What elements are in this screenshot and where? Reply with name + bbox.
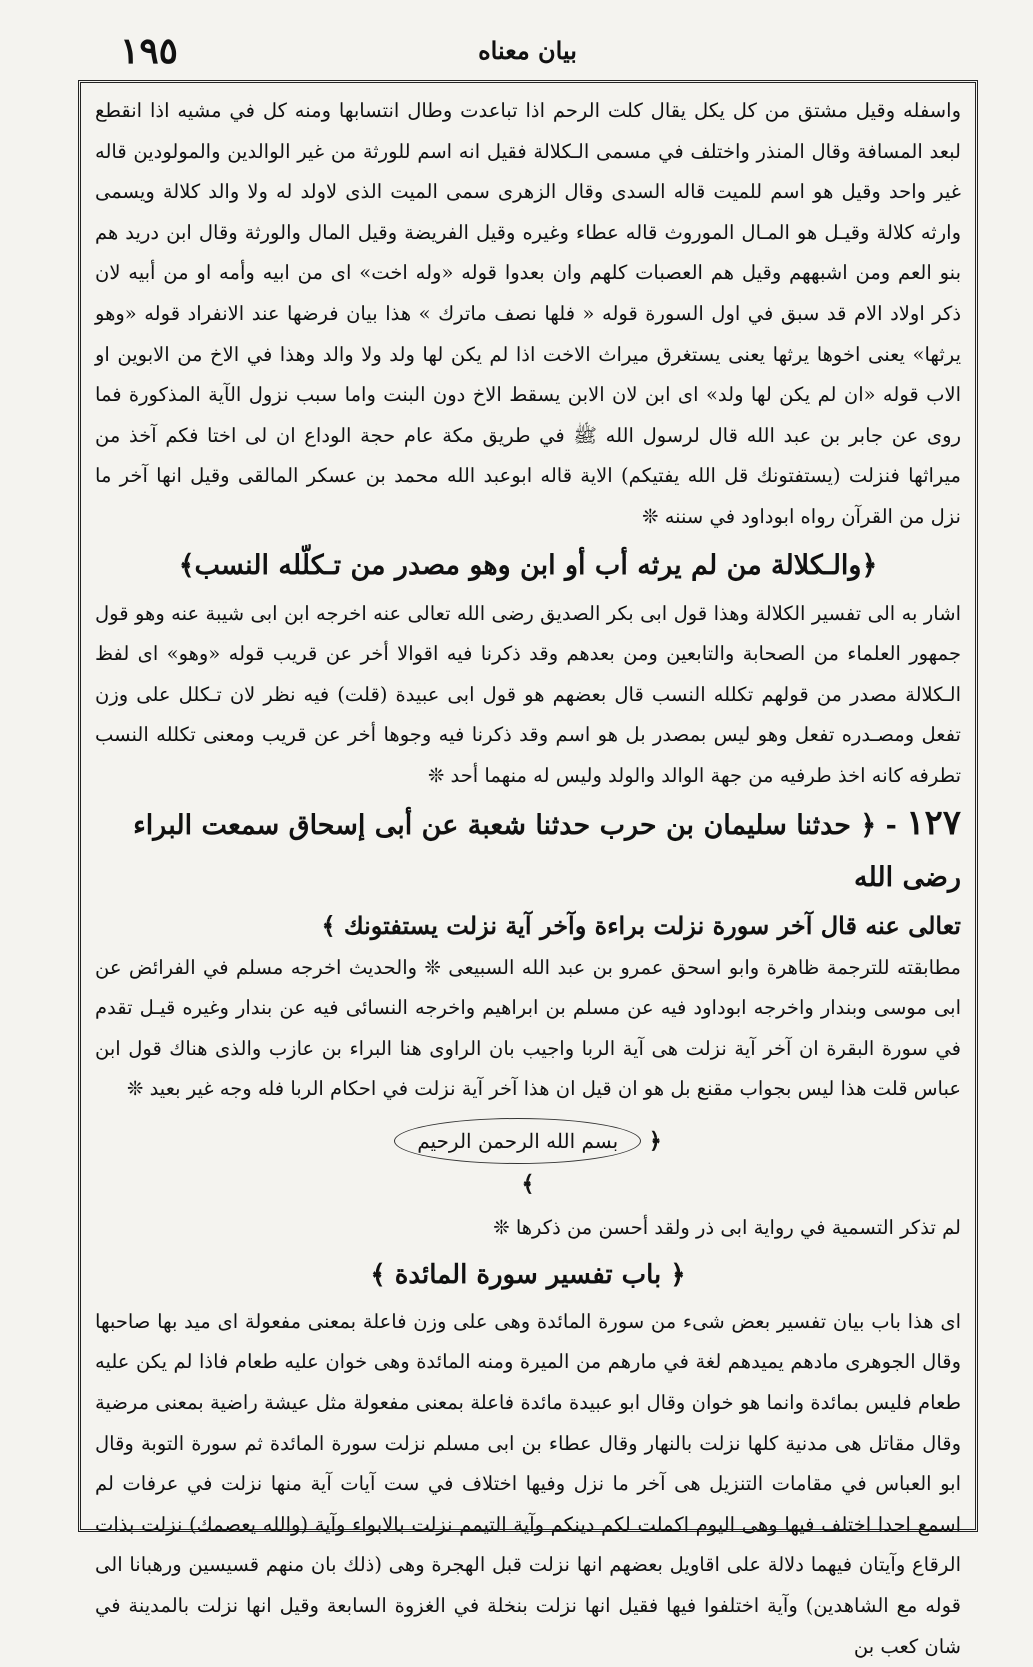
commentary-paragraph: واسفله وقيل مشتق من كل يكل يقال كلت الرحم اذا تباعدت وطال انتسابها ومنه كل في مشيه اذا انقطع لبعد المسافة وقال المنذر واختلف في مسمى الـكلالة فقيل انه اسم للورثة من غير الوالدين والمولودين قاله غير واحد وقيل هو اسم للميت قاله السدى وقال الزهرى سمى الميت الذى لاولد له ولا والد كلالة ويسمى وارثه كلالة وقيـل هو المـال الموروث قاله عطاء وغيره وقيل الفريضة وقيل المال والورثة وقال ابن دريد هم بنو العم ومن اشبههم وقيل هم العصبات كلهم وان بعدوا قوله «وله اخت» اى من ابيه وأمه او من أبيه لان ذكر اولاد الام قد سبق في اول السورة قوله « فلها نصف ماترك » هذا بيان فرضها عند الانفراد قوله «وهو يرثها» يعنى اخوها يرثها يعنى يستغرق ميراث الاخت اذا لم يكن لها ولد ولا والد وهذا في الاخ من الابوين او الاب قوله «ان لم يكن لها ولد» اى ابن لان الابن يسقط الاخ دون البنت واما سبب نزول الآية المذكورة فما روى عن جابر بن عبد الله قال لرسول الله ﷺ في طريق مكة عام حجة الوداع ان لى اختا فكم آخذ من ميراثها فنزلت (يستفتونك قل الله يفتيكم) الاية قاله ابوعبد الله محمد بن عسكر المالقى وقيل انها آخر ما نزل من القرآن رواه ابوداود في سننه ❊ (95, 99, 961, 528)
text-frame (78, 80, 978, 1658)
basmala-text: بسم الله الرحمن الرحيم (394, 1118, 641, 1164)
page-number: ١٩٥ (120, 30, 179, 72)
page-header (60, 30, 995, 74)
hadith-line1: حدثنا سليمان بن حرب حدثنا شعبة عن أبى إسحاق سمعت البراء رضى الله (133, 809, 961, 893)
hadith-line2: تعالى عنه قال آخر سورة نزلت براءة وآخر آية نزلت يستفتونك ﴾ (321, 910, 961, 940)
hadith-number: ١٢٧ (906, 802, 961, 843)
commentary-paragraph: مطابقته للترجمة ظاهرة وابو اسحق عمرو بن عبد الله السبيعى ❊ والحديث اخرجه مسلم في الفرائض عن ابى موسى وبندار واخرجه ابوداود فيه عن مسلم بن ابراهيم واخرجه النسائى فيه عن بندار وغيره قيـل تقدم في سورة البقرة ان آخر آية نزلت هى آية الربا واجيب بان الراوى هنا البراء بن عازب والذى هناك قول ابن عباس قلت هذا ليس بجواب مقنع بل هو ان قيل ان هذا آخر آية نزلت في احكام الربا فله وجه غير بعيد ❊ (95, 955, 961, 1101)
commentary-paragraph: اشار به الى تفسير الكلالة وهذا قول ابى بكر الصديق رضى الله تعالى عنه اخرجه ابن ابى شيبة عنه وهو قول جمهور العلماء من الصحابة والتابعين ومن بعدهم وقد ذكرنا فيه اقوالا أخر عن قريب قوله «وهو» اى لفظ الـكلالة مصدر من قولهم تكلله النسب قال بعضهم هو قول ابى عبيدة (قلت) فيه نظر لان تـكلل على وزن تفعل ومصـدره تفعل وهو ليس بمصدر بل هو اسم وقد ذكرنا فيه وجوها أخر عن قريب ومعنى تكلله النسب تطرفه كانه اخذ طرفيه من جهة الوالد والولد وليس له منهما أحد ❊ (95, 601, 961, 787)
running-title: بيان معناه (478, 36, 577, 65)
hadith-text: ١٢٧ - ﴿ حدثنا سليمان بن حرب حدثنا شعبة عن أبى إسحاق سمعت البراء رضى الله (133, 802, 961, 893)
basmala-note: لم تذكر التسمية في رواية ابى ذر ولقد أحسن من ذكرها ❊ (493, 1215, 961, 1239)
commentary-paragraph: اى هذا باب بيان تفسير بعض شىء من سورة المائدة وهى على وزن فاعلة بمعنى مفعولة اى ميد بها صاحبها وقال الجوهرى مادهم يميدهم لغة في مارهم من الميرة ومنه المائدة وهى خوان عليه طعام فاذا لم يكن عليه طعام فليس بمائدة وانما هو خوان وقال ابو عبيدة مائدة فاعلة بمعنى مفعولة مثل عيشة راضية بمعنى مرضية وقال مقاتل هى مدنية كلها نزلت بالنهار وقال عطاء بن ابى مسلم نزلت سورة المائدة ثم سورة التوبة وقال ابو العباس في مقامات التنزيل هى آخر ما نزل وفيها اختلاف في ست آيات آية منها نزلت في عرفات لم اسمع احدا اختلف فيها وهى اليوم اكملت لكم دينكم وآية التيمم نزلت بالابواء وآية (والله يعصمك) نزلت بذات الرقاع وآيتان فيهما دلالة على اقاويل بعضهم انها نزلت قبل الهجرة وهى (ذلك بان منهم قسيسين ورهبانا الى قوله مع الشاهدين) وآية اختلفوا فيها فقيل انها نزلت بنخلة في الغزوة السابعة وقيل انها نزلت بالمدينة في شان كعب بن (95, 1309, 961, 1658)
basmala-ornament: ﴿ بسم الله الرحمن الرحيم ﴾ (388, 1118, 668, 1204)
chapter-title: ﴿ باب تفسير سورة المائدة ﴾ (370, 1259, 686, 1290)
matn-heading: ﴿والـكلالة من لم يرثه أب أو ابن وهو مصدر من تـكلّله النسب﴾ (178, 549, 878, 581)
